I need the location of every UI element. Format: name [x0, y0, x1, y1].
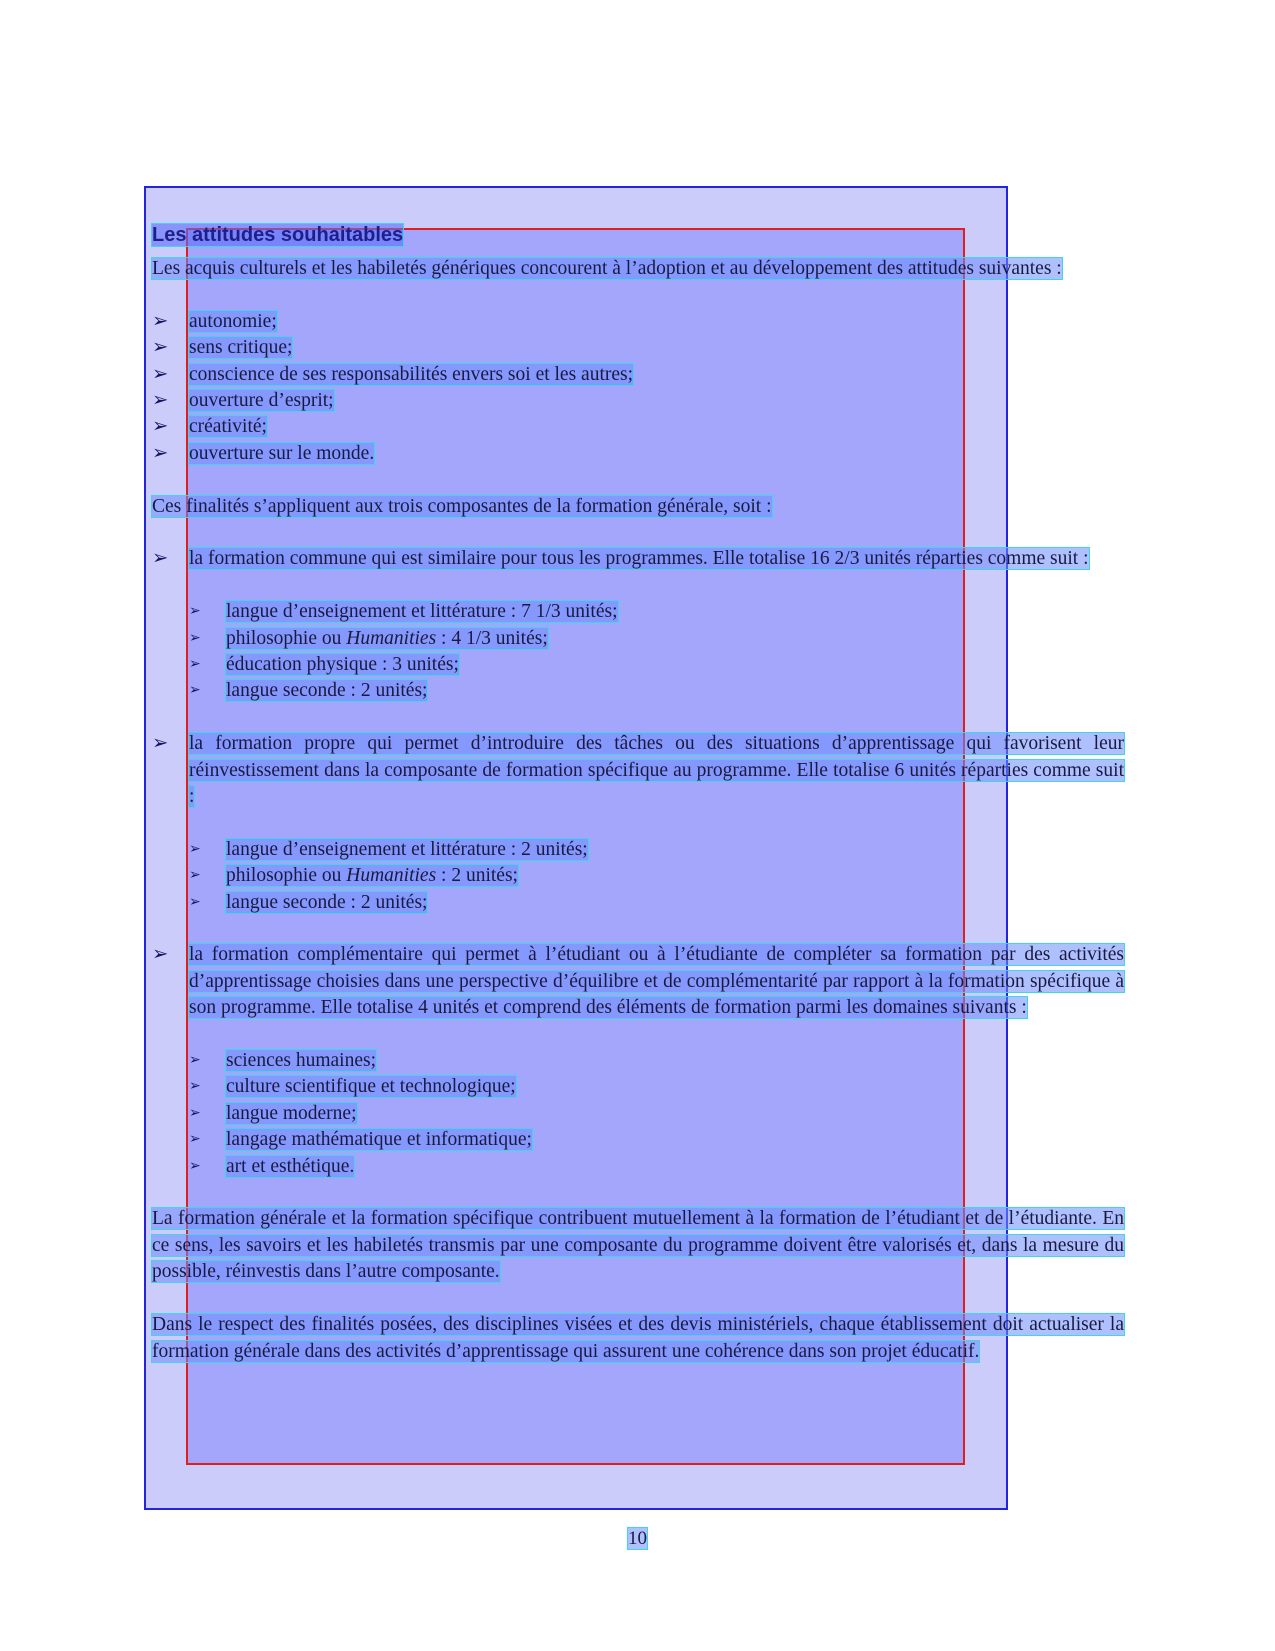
bullet-arrow-icon: ➢ — [189, 868, 201, 884]
formation-paragraph: La formation générale et la formation spécifique contribuent mutuellement à la formation de l’étudiant et de l’étudiante. En ce sens, les savoirs et les habiletés transmis par une composante du programme doivent être valorisés et, dans la mesure du possible, réinvestis dans l’autre composante. — [152, 1208, 1124, 1283]
bullet-arrow-icon: ➢ — [189, 1079, 201, 1095]
bullet-arrow-icon: ➢ — [189, 630, 201, 646]
formation-commune-item: ➢ la formation commune qui est similaire pour tous les programmes. Elle totalise 16 2/3 unités réparties comme suit : — [152, 546, 1124, 572]
bullet-arrow-icon: ➢ — [152, 363, 169, 385]
bullet-arrow-icon: ➢ — [189, 604, 201, 620]
list-item: ➢ créativité; — [152, 414, 1124, 440]
sub-list-item: ➢ langue d’enseignement et littérature : 7 1/3 unités; — [152, 599, 1124, 625]
list-item: ➢ ouverture d’esprit; — [152, 388, 1124, 414]
bullet-arrow-icon: ➢ — [189, 841, 201, 857]
sub-list-item: ➢ langue seconde : 2 unités; — [152, 678, 1124, 704]
attitudes-list — [152, 309, 1124, 467]
sub-list-item: ➢ sciences humaines; — [152, 1048, 1124, 1074]
sub-list-item: ➢ philosophie ou Humanities : 2 unités; — [152, 863, 1124, 889]
bullet-arrow-icon: ➢ — [189, 1105, 201, 1121]
bullet-arrow-icon: ➢ — [189, 894, 201, 910]
sub-list-item: ➢ langue d’enseignement et littérature : 2 unités; — [152, 837, 1124, 863]
bullet-arrow-icon: ➢ — [152, 733, 169, 755]
bullet-arrow-icon: ➢ — [189, 683, 201, 699]
bullet-arrow-icon: ➢ — [189, 1158, 201, 1174]
sub-list-item: ➢ philosophie ou Humanities : 4 1/3 unités; — [152, 626, 1124, 652]
bullet-arrow-icon: ➢ — [152, 548, 169, 570]
respect-paragraph: Dans le respect des finalités posées, des disciplines visées et des devis ministériels, chaque établissement doit actualiser la formation générale dans des activités d’apprentissage qui assurent une cohérence dans son projet éducatif. — [152, 1314, 1124, 1362]
list-item: ➢ autonomie; — [152, 309, 1124, 335]
document-body — [152, 222, 1124, 1365]
sub-list-item: ➢ langue seconde : 2 unités; — [152, 890, 1124, 916]
bullet-arrow-icon: ➢ — [152, 337, 169, 359]
sub-list-item: ➢ art et esthétique. — [152, 1154, 1124, 1180]
bullet-arrow-icon: ➢ — [189, 1132, 201, 1148]
sub-list-item: ➢ éducation physique : 3 unités; — [152, 652, 1124, 678]
page-number: 10 — [628, 1528, 647, 1549]
bullet-arrow-icon: ➢ — [189, 1053, 201, 1069]
intro-paragraph: Les acquis culturels et les habiletés génériques concourent à l’adoption et au développement des attitudes suivantes : — [152, 258, 1062, 279]
bullet-arrow-icon: ➢ — [189, 657, 201, 673]
sub-list-item: ➢ culture scientifique et technologique; — [152, 1074, 1124, 1100]
section-title: Les attitudes souhaitables — [152, 224, 404, 246]
sub-list-item: ➢ langage mathématique et informatique; — [152, 1127, 1124, 1153]
bullet-arrow-icon: ➢ — [152, 944, 169, 966]
bullet-arrow-icon: ➢ — [152, 416, 169, 438]
list-item: ➢ sens critique; — [152, 335, 1124, 361]
list-item: ➢ ouverture sur le monde. — [152, 441, 1124, 467]
list-item: ➢ conscience de ses responsabilités envers soi et les autres; — [152, 362, 1124, 388]
bullet-arrow-icon: ➢ — [152, 390, 169, 412]
sub-list-item: ➢ langue moderne; — [152, 1101, 1124, 1127]
bullet-arrow-icon: ➢ — [152, 442, 169, 464]
formation-complementaire-item: ➢ la formation complémentaire qui permet à l’étudiant ou à l’étudiante de compléter sa formation par des activités d’apprentissage choisies dans une perspective d’équilibre et de complémentarité par rapport à la formation spécifique à son programme. Elle totalise 4 unités et comprend des éléments de formation parmi les domaines suivants : — [152, 944, 1124, 1019]
finalites-paragraph: Ces finalités s’appliquent aux trois composantes de la formation générale, soit : — [152, 495, 772, 517]
bullet-arrow-icon: ➢ — [152, 310, 169, 332]
formation-propre-item: ➢ la formation propre qui permet d’introduire des tâches ou des situations d’apprentissage qui favorisent leur réinvestissement dans la composante de formation spécifique au programme. Elle totalise 6 unités réparties comme suit : — [152, 733, 1124, 808]
